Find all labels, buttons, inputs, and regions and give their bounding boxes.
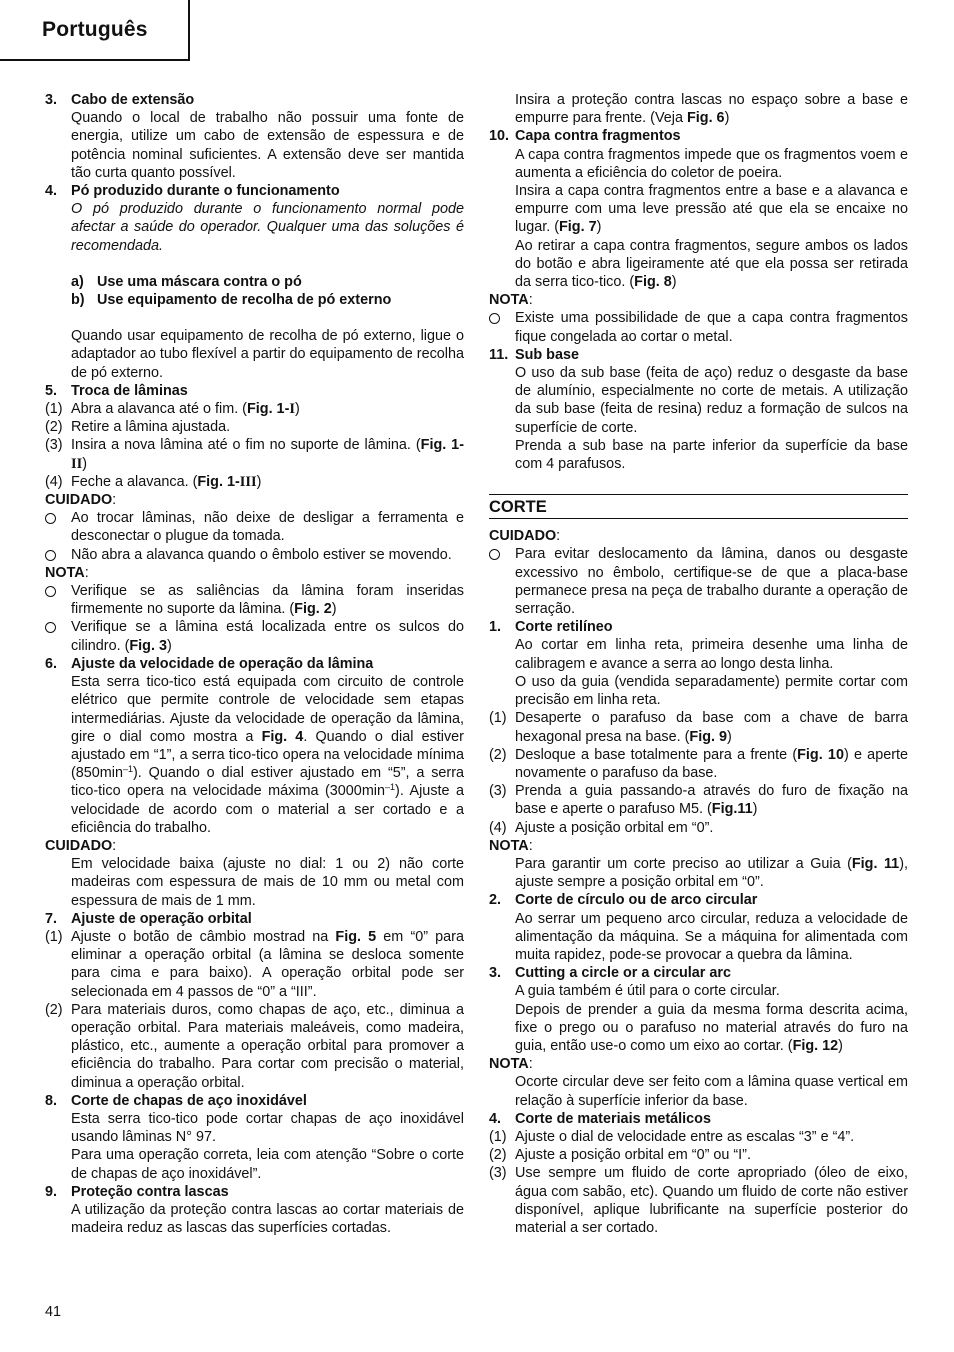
item-marker: (4)	[489, 819, 507, 836]
section-text: A guia também é útil para o corte circular.	[515, 983, 780, 1000]
section-text: Esta serra tico-tico pode cortar chapas de aço inoxidável usando lâminas N° 97.	[71, 1110, 464, 1146]
section-text: Ao serrar um pequeno arco circular, reduza a velocidade de alimentação da máquina. Se a máquina for alimentada com muita rapidez, pode-se provocar a quebra da lâmina.	[515, 910, 908, 963]
section-text: Esta serra tico-tico está equipada com circuito de controle elétrico que permite controle de velocidade sem etapas intermediárias. Ajuste da velocidade de operação da lâmina, gire o dial como mostra a Fig. 4. Quando o dial estiver ajustado em “1”, a serra tico-tico opera na velocidade mínima $(850\min^{-1})$. Quando o dial estiver ajustado em “5”, a serra tico-tico opera na velocidade máxima $(3000\min^{-1})$. Ajuste a velocidade de acordo com o material a ser cortado e a eficiência do trabalho.	[71, 674, 465, 836]
bullet-text: Não abra a alavanca quando o êmbolo estiver se movendo.	[71, 546, 452, 563]
note-label: NOTA:	[489, 1056, 533, 1073]
bullet-text: Ao trocar lâminas, não deixe de desligar a ferramenta e desconectar o plugue da tomada.	[71, 510, 464, 545]
circle-bullet-icon	[45, 586, 56, 597]
caution-label: CUIDADO:	[45, 492, 117, 509]
section-text: Ao cortar em linha reta, primeira desenhe uma linha de calibragem e avance a serra ao longo desta linha.	[515, 637, 908, 672]
section-number: 4.	[45, 183, 58, 200]
list-item	[489, 1146, 908, 1164]
list-item	[45, 400, 464, 418]
cut-section-1	[489, 618, 908, 709]
section-number: 3.	[489, 965, 502, 982]
section-number: 8.	[45, 1092, 58, 1109]
bullet-item	[489, 545, 908, 618]
section-text: Insira a capa contra fragmentos entre a base e a alavanca e empurre com uma leve pressão até que ela se encaixe no lugar. (Fig. 7)	[515, 183, 908, 236]
item-text: Use sempre um fluido de corte apropriado (óleo de eixo, água com sabão, etc). Quando um fluido de corte não estiver disponível, aplique lubrificante na superfície posterior do material a ser cortado.	[515, 1165, 908, 1236]
page-number: 41	[45, 1304, 62, 1320]
paragraph	[489, 1073, 908, 1109]
item-marker: (2)	[45, 419, 63, 436]
figure-ref: Fig. 7	[559, 219, 597, 236]
bullet-text: Verifique se a lâmina está localizada entre os sulcos do cilindro. (Fig. 3)	[71, 619, 464, 654]
bullet-item	[45, 509, 464, 545]
cut-section-2	[489, 891, 908, 964]
item-marker: (2)	[489, 1147, 507, 1164]
figure-ref: Fig. 9	[689, 728, 728, 745]
section-title: Ajuste da velocidade de operação da lâmina	[71, 655, 374, 672]
item-text: Use equipamento de recolha de pó externo	[97, 292, 392, 309]
section-number: 11.	[489, 346, 509, 363]
figure-ref: Fig. 1-I	[246, 401, 295, 418]
caution-label: CUIDADO:	[45, 837, 117, 854]
item-text: Ajuste a posição orbital em “0”.	[515, 819, 714, 836]
section-title: Capa contra fragmentos	[515, 128, 681, 145]
paragraph-text: Para garantir um corte preciso ao utilizar a Guia (Fig. 11), ajuste sempre a posição orbital em “0”.	[515, 855, 908, 891]
section-text: O uso da guia (vendida separadamente) permite cortar com precisão em linha reta.	[515, 673, 908, 709]
list-item	[489, 1128, 908, 1146]
bullet-text: Existe uma possibilidade de que a capa contra fragmentos fique congelada ao cortar o metal.	[515, 310, 908, 345]
item-marker: (2)	[45, 1001, 63, 1018]
paragraph	[489, 855, 908, 891]
section-title: Cabo de extensão	[71, 92, 195, 108]
paragraph	[45, 855, 464, 910]
item-marker: (3)	[489, 783, 507, 800]
item-marker: (1)	[489, 1128, 507, 1145]
figure-ref: Fig.11	[711, 801, 753, 818]
section-text: Quando o local de trabalho não possuir uma fonte de energia, utilize um cabo de extensão de espessura e de potência nominal suficientes. A extensão deve ser mantida tão curta quanto possível.	[71, 110, 464, 181]
section-7	[45, 910, 464, 928]
paragraph-text: Quando usar equipamento de recolha de pó externo, ligue o adaptador ao tubo flexível a partir do equipamento de recolha de pó externo.	[71, 328, 464, 381]
section-title: Ajuste de operação orbital	[71, 910, 252, 927]
section-title: Corte de materiais metálicos	[515, 1110, 711, 1127]
note-label: NOTA:	[489, 292, 533, 309]
item-marker: (1)	[489, 710, 507, 727]
section-title: Cutting a circle or a circular arc	[515, 965, 731, 982]
section-text: O pó produzido durante o funcionamento normal pode afectar a saúde do operador. Qualquer uma das soluções é recomendada.	[71, 201, 464, 254]
list-item	[45, 436, 464, 472]
figure-ref: Fig. 4	[261, 728, 304, 745]
item-marker: (1)	[45, 928, 63, 945]
item-marker: (1)	[45, 401, 63, 418]
section-number: 2.	[489, 892, 502, 909]
list-item	[45, 273, 464, 291]
figure-ref: Fig. 1-II	[71, 437, 464, 472]
section-number: 9.	[45, 1183, 58, 1200]
section-11	[489, 346, 908, 473]
list-item	[489, 782, 908, 818]
section-title: Troca de lâminas	[71, 382, 188, 399]
figure-ref: Fig. 6	[686, 110, 725, 127]
item-marker: (3)	[489, 1165, 507, 1182]
section-title: Sub base	[515, 346, 579, 363]
section-3	[45, 91, 464, 182]
list-item	[489, 819, 908, 837]
item-marker: (4)	[45, 473, 63, 490]
bullet-item	[45, 582, 464, 618]
item-marker: a)	[71, 273, 84, 290]
figure-ref: Fig. 3	[129, 637, 167, 654]
bullet-text: Para evitar deslocamento da lâmina, danos ou desgaste excessivo no êmbolo, certifique-se de que a placa-base permanece presa na peça de trabalho durante a operação de serração.	[515, 546, 908, 618]
left-column	[45, 91, 464, 1237]
figure-ref: Fig. 5	[335, 928, 377, 945]
item-text: Desaperte o parafuso da base com a chave de barra hexagonal presa na base. (Fig. 9)	[515, 710, 908, 745]
section-number: 3.	[45, 92, 58, 108]
list-item	[45, 418, 464, 436]
section-text: Prenda a sub base na parte inferior da superfície da base com 4 parafusos.	[515, 437, 908, 473]
list-item	[45, 291, 464, 309]
section-8	[45, 1092, 464, 1183]
list-item	[489, 1164, 908, 1237]
bullet-item	[45, 546, 464, 564]
list-item	[45, 473, 464, 491]
section-10	[489, 127, 908, 291]
section-number: 1.	[489, 619, 502, 636]
section-9	[45, 1183, 464, 1238]
paragraph-text: Em velocidade baixa (ajuste no dial: 1 ou 2) não corte madeiras com espessura de mais de 10 mm ou metal com espessura de mais de 1 mm.	[71, 856, 464, 909]
item-text: Desloque a base totalmente para a frente (Fig. 10) e aperte novamente o parafuso da base.	[515, 746, 908, 781]
section-4	[45, 182, 464, 255]
section-text: Ao retirar a capa contra fragmentos, segure ambos os lados do botão e abra ligeiramente até que ela possa ser retirada da serra tico-tico. (Fig. 8)	[515, 237, 908, 291]
section-5	[45, 382, 464, 400]
figure-ref: Fig. 8	[634, 274, 672, 291]
figure-ref: Fig. 2	[294, 601, 332, 618]
circle-bullet-icon	[45, 550, 56, 561]
figure-ref: Fig. 12	[792, 1037, 839, 1054]
item-text: Insira a nova lâmina até o fim no suporte de lâmina. (Fig. 1-II)	[71, 437, 464, 472]
item-marker: (3)	[45, 437, 63, 454]
item-text: Ajuste a posição orbital em “0” ou “I”.	[515, 1147, 751, 1164]
figure-ref: Fig. 1-III	[197, 473, 257, 490]
item-text: Prenda a guia passando-a através do furo de fixação na base e aperte o parafuso M5. (Fig.11)	[515, 783, 908, 818]
section-title: Corte de círculo ou de arco circular	[515, 892, 758, 909]
section-text: O uso da sub base (feita de aço) reduz o desgaste da base de alumínio, especialmente no corte de metais. A utilização da sub base (feita de resina) reduz a formação de sulcos na superfície de corte.	[515, 365, 908, 436]
section-6	[45, 655, 464, 837]
caution-label: CUIDADO:	[489, 528, 561, 545]
section-title: Corte retilíneo	[515, 619, 613, 636]
section-number: 6.	[45, 655, 58, 672]
figure-ref: Fig. 10	[797, 746, 844, 763]
list-item	[489, 746, 908, 782]
list-item	[489, 709, 908, 745]
section-number: 10.	[489, 128, 510, 145]
language-tab	[0, 0, 190, 61]
note-label: NOTA:	[45, 564, 89, 581]
section-text: Depois de prender a guia da mesma forma descrita acima, fixe o prego ou o parafuso no material através do furo na guia, então use-o como um eixo ao cortar. (Fig. 12)	[515, 1001, 908, 1054]
figure-ref: Fig. 11	[851, 855, 900, 872]
right-column	[489, 91, 908, 1237]
item-text: Abra a alavanca até o fim. (Fig. 1-I)	[71, 401, 300, 418]
item-text: Ajuste o dial de velocidade entre as escalas “3” e “4”.	[515, 1128, 855, 1145]
bullet-item	[489, 309, 908, 345]
bullet-item	[45, 618, 464, 654]
item-marker: b)	[71, 292, 85, 309]
note-label: NOTA:	[489, 837, 533, 854]
cut-section-4	[489, 1110, 908, 1128]
list-item	[45, 928, 464, 1001]
section-title: Corte de chapas de aço inoxidável	[71, 1092, 307, 1109]
bullet-text: Verifique se as saliências da lâmina foram inseridas firmemente no suporte da lâmina. (Fig. 2)	[71, 583, 464, 618]
paragraph	[489, 91, 908, 127]
section-text: A capa contra fragmentos impede que os fragmentos voem e aumenta a eficiência do coletor de poeira.	[515, 146, 908, 181]
item-text: Retire a lâmina ajustada.	[71, 419, 231, 436]
paragraph-text: Insira a proteção contra lascas no espaço sobre a base e empurre para frente. (Veja Fig. 6)	[515, 92, 908, 127]
section-title: Proteção contra lascas	[71, 1183, 229, 1200]
section-heading-corte: CORTE	[489, 494, 908, 519]
section-number: 5.	[45, 382, 58, 399]
section-text: A utilização da proteção contra lascas ao cortar materiais de madeira reduz as lascas das superfícies cortadas.	[71, 1201, 464, 1237]
item-text: Use uma máscara contra o pó	[97, 273, 302, 290]
cut-section-3	[489, 964, 908, 1055]
paragraph	[45, 327, 464, 382]
section-number: 7.	[45, 910, 58, 927]
item-text: Ajuste o botão de câmbio mostrad na Fig. 5 em “0” para eliminar a operação orbital (a lâmina se desloca somente para cima e para baixo). A operação orbital pode ser selecionada em 4 passos de “0” a “III”.	[71, 928, 464, 1000]
section-text: Para uma operação correta, leia com atenção “Sobre o corte de chapas de aço inoxidável”.	[71, 1147, 464, 1182]
item-text: Para materiais duros, como chapas de aço, etc., diminua a operação orbital. Para materiais maleáveis, como madeira, plástico, etc., aumente a operação orbital para promover a eficiência do trabalho. Para cortar com precisão o material, diminua a operação orbital.	[71, 1001, 464, 1091]
item-marker: (2)	[489, 746, 507, 763]
item-text: Feche a alavanca. (Fig. 1-III)	[71, 473, 262, 490]
list-item	[45, 1001, 464, 1092]
paragraph-text: Ocorte circular deve ser feito com a lâmina quase vertical em relação à superfície inferior da base.	[515, 1074, 908, 1109]
section-title: Pó produzido durante o funcionamento	[71, 183, 340, 200]
language-title: Português	[42, 18, 148, 41]
section-number: 4.	[489, 1110, 502, 1127]
